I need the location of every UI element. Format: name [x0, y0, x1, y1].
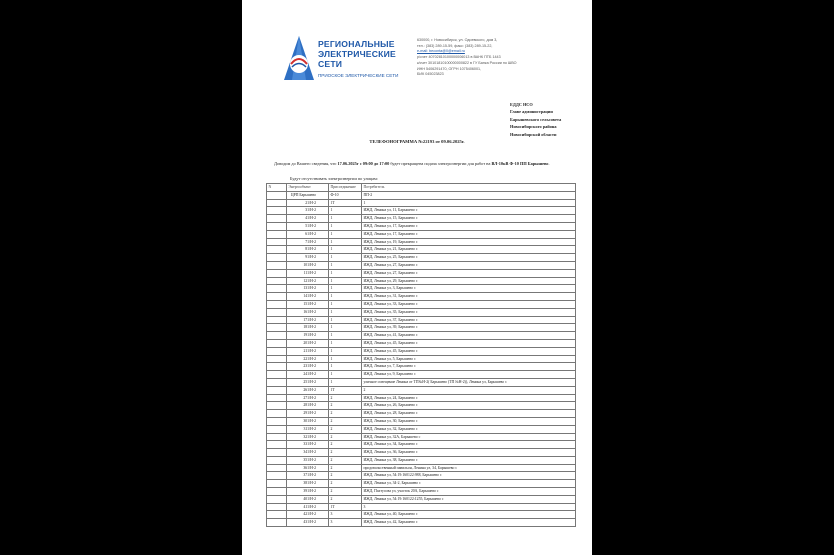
table-cell: 121/Н-2	[287, 277, 329, 285]
table-cell: 271/Н-2	[287, 394, 329, 402]
table-cell	[267, 519, 287, 527]
table-cell: 321/Н-2	[287, 433, 329, 441]
table-cell: 41/Н-2	[287, 215, 329, 223]
table-cell: ИЖД, Ленина ул, 39, Барышево с	[362, 324, 576, 332]
notice-middle: будет прекращена подача электроэнергии для работ на	[390, 161, 491, 166]
table-cell: 1	[329, 261, 362, 269]
table-cell	[267, 215, 287, 223]
logo-emblem-icon	[282, 34, 316, 82]
recipient-line: Барышевского сельсовета	[510, 116, 562, 122]
table-cell	[267, 371, 287, 379]
table-cell: ИЖД, Ленина ул, 31, Барышево с	[362, 293, 576, 301]
table-cell: ИЖД, Ленина ул, 15, Барышево с	[362, 215, 576, 223]
table-cell: ИЖД, Ленина ул, 36, Барышево с	[362, 449, 576, 457]
table-cell	[267, 456, 287, 464]
table-cell: 2	[329, 410, 362, 418]
table-cell: 301/Н-2	[287, 417, 329, 425]
table-cell: 1Т	[329, 503, 362, 511]
contact-line: БИК 045023823	[417, 72, 444, 77]
contact-line: ИНН 5406291470, ОГРН 1075406001,	[417, 66, 482, 71]
table-row	[267, 488, 576, 496]
table-cell	[267, 269, 287, 277]
table-cell: 2	[329, 402, 362, 410]
recipient-line: Новосибирского района	[510, 124, 557, 130]
table-row	[267, 199, 576, 207]
table-cell: 2	[329, 480, 362, 488]
table-cell: ИЖД, Ленина ул, 40, Барышево с	[362, 511, 576, 519]
table-cell	[267, 191, 287, 199]
contact-line: к/счет 30101810100000000822 в ГУ Банка России по ШВО	[417, 60, 517, 65]
table-row	[267, 316, 576, 324]
table-cell: 131/Н-2	[287, 285, 329, 293]
recipient-line: Новосибирской области	[510, 131, 557, 137]
table-cell: 241/Н-2	[287, 371, 329, 379]
table-cell: 21/Н-2	[287, 199, 329, 207]
table-cell: ИЖД, Ленина ул, 34, Барышево с	[362, 441, 576, 449]
table-cell: 171/Н-2	[287, 316, 329, 324]
table-cell: 331/Н-2	[287, 441, 329, 449]
table-cell	[267, 277, 287, 285]
table-cell	[267, 417, 287, 425]
col-header: Присоединение	[329, 184, 362, 192]
document-page	[242, 0, 592, 555]
table-cell	[267, 449, 287, 457]
table-cell: 2	[329, 495, 362, 503]
table-cell: ИЖД, Ленина ул, 17, Барышево с	[362, 222, 576, 230]
table-cell: 2	[329, 472, 362, 480]
table-row	[267, 464, 576, 472]
table-cell: 291/Н-2	[287, 410, 329, 418]
table-cell: 141/Н-2	[287, 293, 329, 301]
table-cell: 1	[329, 332, 362, 340]
table-row	[267, 347, 576, 355]
table-cell: 391/Н-2	[287, 488, 329, 496]
table-row	[267, 480, 576, 488]
table-header-row	[267, 184, 576, 192]
table-cell	[267, 355, 287, 363]
table-cell: 401/Н-2	[287, 495, 329, 503]
notice-prefix: Доводим до Вашего сведения, что	[274, 161, 337, 166]
outage-table	[266, 183, 576, 527]
table-row	[267, 441, 576, 449]
table-cell	[267, 472, 287, 480]
table-cell: 2	[329, 449, 362, 457]
table-cell: ИЖД, Ленина ул, 3, Барышево с	[362, 285, 576, 293]
table-row	[267, 238, 576, 246]
table-row	[267, 277, 576, 285]
table-row	[267, 410, 576, 418]
table-cell: ИЖД, Ленина ул, 29, Барышево с	[362, 277, 576, 285]
table-cell	[267, 230, 287, 238]
table-row	[267, 293, 576, 301]
table-cell: 1	[329, 355, 362, 363]
table-row	[267, 269, 576, 277]
table-cell: 1	[329, 285, 362, 293]
table-cell	[267, 261, 287, 269]
table-cell: 1	[329, 215, 362, 223]
table-cell: 2	[329, 425, 362, 433]
table-row	[267, 300, 576, 308]
table-cell: ИЖД, Ленина ул, 28, Барышево с	[362, 410, 576, 418]
table-cell: ИЖД, Ленина ул, 54:19:160122:1255, Барышево с	[362, 495, 576, 503]
notice-line: ВЛ-10кВ Ф-10 ПП Барышево	[491, 161, 549, 166]
table-cell	[267, 480, 287, 488]
table-cell: 191/Н-2	[287, 332, 329, 340]
table-cell	[267, 199, 287, 207]
table-cell: 1	[329, 339, 362, 347]
table-cell: 261/Н-2	[287, 386, 329, 394]
table-cell: ИЖД, Ленина ул, 26, Барышево с	[362, 402, 576, 410]
table-cell: 31/Н-2	[287, 207, 329, 215]
table-cell	[267, 285, 287, 293]
table-cell: 2	[329, 441, 362, 449]
table-cell: ИЖД, Ленина ул, 37, Барышево с	[362, 316, 576, 324]
table-cell: 3	[329, 519, 362, 527]
table-cell	[267, 308, 287, 316]
table-cell: ИЖД, Ленина ул, 11, Барышево с	[362, 207, 576, 215]
table-cell	[267, 347, 287, 355]
table-cell: 2	[329, 464, 362, 472]
table-cell	[267, 293, 287, 301]
table-cell: ИЖД, Пахтусова ул, участок 20А, Барышево с	[362, 488, 576, 496]
table-cell: 151/Н-2	[287, 300, 329, 308]
logo-line-1: РЕГИОНАЛЬНЫЕ	[318, 39, 395, 49]
table-cell: 1Т	[329, 199, 362, 207]
table-cell: ИЖД, Ленина ул, 27, Барышево с	[362, 269, 576, 277]
table-cell: ИЖД, Ленина ул, 27, Барышево с	[362, 261, 576, 269]
table-cell: ЦРП Барышево	[287, 191, 329, 199]
table-cell: ИЖД, Ленина ул, 5, Барышево с	[362, 355, 576, 363]
company-logo	[282, 34, 412, 82]
table-cell	[267, 425, 287, 433]
table-cell	[267, 488, 287, 496]
table-cell	[267, 378, 287, 386]
table-cell: 181/Н-2	[287, 324, 329, 332]
table-cell: 81/Н-2	[287, 246, 329, 254]
table-cell: ИЖД, Ленина ул, 9, Барышево с	[362, 371, 576, 379]
table-cell: 361/Н-2	[287, 464, 329, 472]
company-contacts	[417, 38, 517, 78]
table-cell	[267, 410, 287, 418]
table-cell: 2	[329, 433, 362, 441]
table-row	[267, 511, 576, 519]
table-cell	[267, 238, 287, 246]
table-cell: ПП-2	[362, 191, 576, 199]
table-cell: 101/Н-2	[287, 261, 329, 269]
table-cell: 1	[329, 269, 362, 277]
table-row	[267, 308, 576, 316]
table-cell: 1	[329, 254, 362, 262]
table-cell: 51/Н-2	[287, 222, 329, 230]
document-title: ТЕЛЕФОНОГРАММА №22193 от 09.06.2025г.	[369, 139, 465, 144]
table-cell	[267, 300, 287, 308]
table-cell: 1	[329, 308, 362, 316]
table-row	[267, 503, 576, 511]
table-row	[267, 254, 576, 262]
table-cell: уличное освещение Ленина от ТП№Н-2( Барышево (ТП №Н-2)), Ленина ул, Барышево с	[362, 378, 576, 386]
table-cell: ИЖД, Ленина ул, 17, Барышево с	[362, 230, 576, 238]
table-row	[267, 472, 576, 480]
table-cell: 3	[329, 511, 362, 519]
table-cell: 1	[329, 207, 362, 215]
table-row	[267, 456, 576, 464]
table-cell: 411/Н-2	[287, 503, 329, 511]
table-cell: ИЖД, Ленина ул, 41, Барышево с	[362, 332, 576, 340]
table-cell: 311/Н-2	[287, 425, 329, 433]
table-row	[267, 449, 576, 457]
table-cell: Ф-10	[329, 191, 362, 199]
table-cell: 1	[362, 199, 576, 207]
table-cell: 2	[329, 488, 362, 496]
table-row	[267, 324, 576, 332]
table-cell: 381/Н-2	[287, 480, 329, 488]
table-cell: ИЖД, Ленина ул, 45, Барышево с	[362, 339, 576, 347]
table-cell: 2	[329, 456, 362, 464]
table-row	[267, 261, 576, 269]
table-cell: ИЖД, Ленина ул, 32А, Барышево с	[362, 433, 576, 441]
table-cell	[267, 495, 287, 503]
table-row	[267, 246, 576, 254]
table-row	[267, 386, 576, 394]
table-cell: ИЖД, Ленина ул, 33, Барышево с	[362, 300, 576, 308]
table-row	[267, 207, 576, 215]
table-cell: 91/Н-2	[287, 254, 329, 262]
table-cell	[267, 433, 287, 441]
table-cell	[267, 511, 287, 519]
table-cell: ИЖД, Ленина ул, 34-2, Барышево с	[362, 480, 576, 488]
table-cell: 1	[329, 347, 362, 355]
table-cell: 1	[329, 230, 362, 238]
table-cell	[267, 394, 287, 402]
table-row	[267, 191, 576, 199]
table-cell	[267, 363, 287, 371]
recipient-line: Главе администрации	[510, 109, 553, 115]
table-cell	[267, 324, 287, 332]
table-cell	[267, 339, 287, 347]
table-cell: 2	[362, 386, 576, 394]
table-cell: 1	[329, 246, 362, 254]
table-cell	[267, 207, 287, 215]
contact-line: 630000, г. Новосибирск, ул. Одоевского, дом 3,	[417, 38, 498, 42]
table-cell: 341/Н-2	[287, 449, 329, 457]
table-cell: ИЖД, Ленина ул, 21, Барышево с	[362, 246, 576, 254]
table-row	[267, 230, 576, 238]
contact-line: р/счет 40702810100000006013 в ВАНК ПТБ 1443	[417, 55, 501, 60]
table-cell: ИЖД, Ленина ул, 25, Барышево с	[362, 254, 576, 262]
recipient-block	[510, 101, 561, 138]
table-cell: 281/Н-2	[287, 402, 329, 410]
table-row	[267, 371, 576, 379]
contact-email-link[interactable]: e-mail: beconta@0@email.ru	[417, 49, 465, 54]
table-cell: 1	[329, 222, 362, 230]
table-cell: ИЖД, Ленина ул, 30, Барышево с	[362, 417, 576, 425]
table-cell: 231/Н-2	[287, 363, 329, 371]
logo-subtitle: ПРИОСКОЕ ЭЛЕКТРИЧЕСКИЕ СЕТИ	[318, 73, 399, 78]
col-header: Энергообъект	[287, 184, 329, 192]
table-cell: 371/Н-2	[287, 472, 329, 480]
table-cell	[267, 332, 287, 340]
table-row	[267, 433, 576, 441]
table-cell	[267, 254, 287, 262]
col-header: Потребитель	[362, 184, 576, 192]
table-cell: 2	[329, 394, 362, 402]
table-cell: 1	[329, 324, 362, 332]
table-row	[267, 222, 576, 230]
table-cell: 431/Н-2	[287, 519, 329, 527]
table-cell: 201/Н-2	[287, 339, 329, 347]
table-cell: 1	[329, 277, 362, 285]
table-row	[267, 215, 576, 223]
table-cell: 211/Н-2	[287, 347, 329, 355]
table-cell: ИЖД, Ленина ул, 42, Барышево с	[362, 519, 576, 527]
table-row	[267, 332, 576, 340]
table-cell	[267, 464, 287, 472]
table-cell: 2	[329, 417, 362, 425]
table-row	[267, 394, 576, 402]
table-cell: ИЖД, Ленина ул, 19, Барышево с	[362, 238, 576, 246]
notice-after: .	[548, 161, 550, 166]
notice-note: Будут отсутствовать электроэнергии по улицам:	[290, 176, 378, 181]
table-row	[267, 363, 576, 371]
table-cell	[267, 441, 287, 449]
logo-line-3: СЕТИ	[318, 59, 343, 69]
logo-line-2: ЭЛЕКТРИЧЕСКИЕ	[318, 49, 396, 59]
table-body	[267, 191, 576, 526]
table-row	[267, 425, 576, 433]
table-cell: 1	[329, 293, 362, 301]
table-cell	[267, 222, 287, 230]
table-cell: 351/Н-2	[287, 456, 329, 464]
table-cell: 1Т	[329, 386, 362, 394]
table-row	[267, 285, 576, 293]
table-cell: 1	[329, 371, 362, 379]
table-cell: ИЖД, Ленина ул, 7, Барышево с	[362, 363, 576, 371]
table-row	[267, 355, 576, 363]
table-cell: ИЖД, Ленина ул, 24, Барышево с	[362, 394, 576, 402]
notice-date-time: 17.06.2025г с 09:00 до 17:00	[337, 161, 390, 166]
table-cell: ИЖД, Ленина ул, 35, Барышево с	[362, 308, 576, 316]
table-cell: ИЖД, Ленина ул, 32, Барышево с	[362, 425, 576, 433]
table-cell: 1	[329, 238, 362, 246]
table-cell: 421/Н-2	[287, 511, 329, 519]
table-cell: 1	[329, 300, 362, 308]
col-header: N	[267, 184, 287, 192]
table-cell: 1	[329, 316, 362, 324]
recipient-line: ЕДДС НСО	[510, 102, 533, 107]
table-cell: 3	[362, 503, 576, 511]
table-cell	[267, 316, 287, 324]
table-cell: 221/Н-2	[287, 355, 329, 363]
table-cell: 251/Н-2	[287, 378, 329, 386]
table-cell	[267, 402, 287, 410]
table-row	[267, 495, 576, 503]
table-row	[267, 519, 576, 527]
table-cell	[267, 503, 287, 511]
table-cell: ИЖД, Ленина ул, 45, Барышево с	[362, 347, 576, 355]
table-cell: ИЖД, Ленина ул, 38, Барышево с	[362, 456, 576, 464]
table-cell: 61/Н-2	[287, 230, 329, 238]
table-cell: 71/Н-2	[287, 238, 329, 246]
table-cell: 1	[329, 363, 362, 371]
table-row	[267, 378, 576, 386]
table-cell: 161/Н-2	[287, 308, 329, 316]
notice-paragraph	[274, 160, 574, 169]
table-cell	[267, 386, 287, 394]
table-cell: продовольственный павильон, Ленина ул, 34, Барышево с	[362, 464, 576, 472]
table-cell: 111/Н-2	[287, 269, 329, 277]
contact-line: тел.: (383) 289-15-59, факс: (383) 289-15-22,	[417, 43, 493, 48]
table-cell	[267, 246, 287, 254]
table-row	[267, 402, 576, 410]
table-row	[267, 417, 576, 425]
table-row	[267, 339, 576, 347]
table-cell: 1	[329, 378, 362, 386]
table-cell: ИЖД, Ленина ул, 54:19:160122:988, Барышево с	[362, 472, 576, 480]
